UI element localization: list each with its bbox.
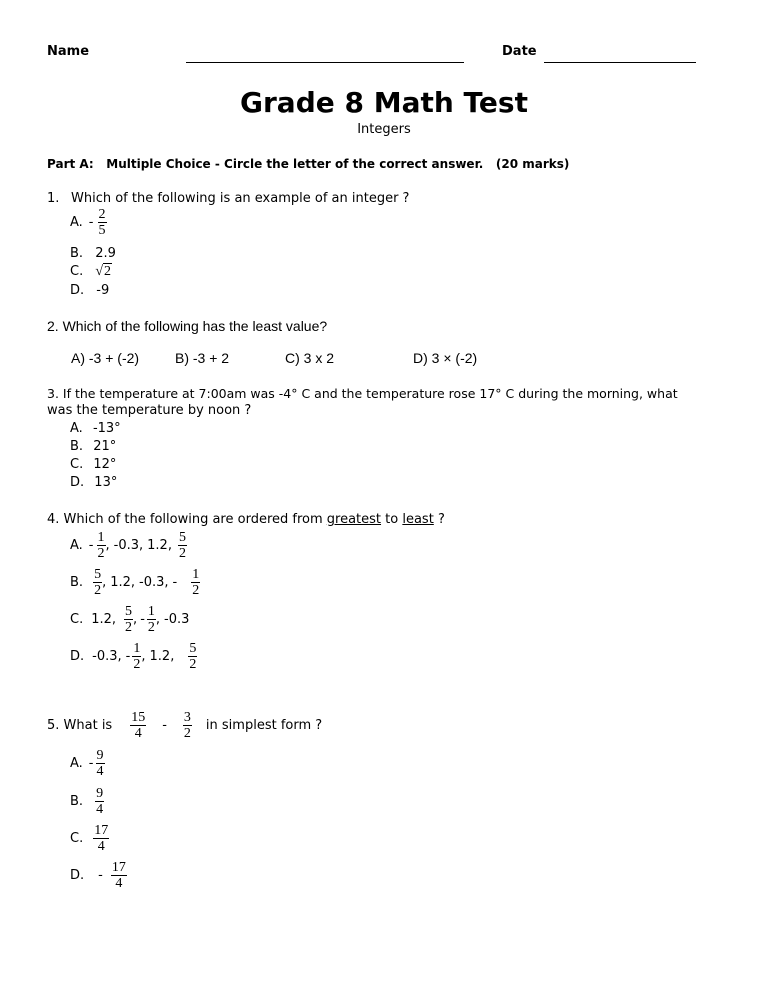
part-a-instructions: Multiple Choice - Circle the letter of the correct answer.: [106, 157, 484, 171]
q5-option-c: [70, 823, 109, 854]
q5-suffix: in simplest form ?: [205, 718, 323, 733]
option-text: 12°: [93, 457, 117, 472]
denominator: 2: [147, 620, 155, 635]
q4-greatest: greatest: [326, 512, 382, 527]
name-label: Name: [47, 44, 90, 59]
option-letter: A.: [70, 538, 83, 553]
q1-option-c: [70, 264, 112, 280]
separator: ,: [164, 575, 169, 590]
radical-sign: √: [95, 264, 104, 279]
value: 1.2: [147, 538, 168, 553]
numerator: 5: [94, 567, 102, 582]
separator: ,: [130, 575, 136, 590]
radicand: 2: [104, 264, 112, 279]
numerator: 5: [178, 530, 186, 545]
option-letter: D.: [70, 475, 85, 490]
separator: ,: [139, 538, 144, 553]
fraction: [130, 710, 146, 741]
part-a-label: Part A:: [47, 157, 94, 171]
separator: ,: [102, 575, 107, 590]
q4-text: [47, 512, 445, 527]
separator: ,: [141, 649, 146, 664]
fraction: [188, 641, 197, 672]
q5-prefix: 5. What is: [47, 718, 113, 733]
minus-sign: -: [88, 538, 94, 553]
q2-option-d: D) 3 × (-2): [413, 350, 478, 366]
q3-option-c: [70, 457, 116, 472]
denominator: 4: [134, 726, 142, 741]
numerator: 5: [125, 604, 133, 619]
minus-sign: -: [88, 756, 94, 771]
option-letter: D.: [70, 649, 85, 664]
q4-least: least: [402, 512, 434, 527]
q1-option-d: [70, 283, 109, 298]
denominator: 2: [178, 546, 186, 561]
square-root: [95, 264, 112, 279]
fraction: [111, 860, 127, 891]
option-text: 21°: [93, 439, 117, 454]
fraction: [93, 823, 109, 854]
q4-option-c: [70, 604, 189, 635]
option-text: 2.9: [95, 246, 116, 261]
separator: ,: [117, 649, 122, 664]
q4-option-a: [70, 530, 187, 561]
numerator: 5: [189, 641, 197, 656]
option-letter: B.: [70, 794, 84, 809]
value: -0.3: [139, 575, 165, 590]
denominator: 2: [133, 657, 141, 672]
numerator: 1: [192, 567, 200, 582]
denominator: 2: [189, 657, 197, 672]
q1-number: 1.: [47, 191, 60, 206]
minus-sign: -: [88, 215, 94, 230]
q2-option-c: C) 3 x 2: [285, 350, 335, 366]
value: 1.2: [149, 649, 171, 664]
q2-text: 2. Which of the following has the least value?: [47, 318, 328, 334]
denominator: 2: [183, 726, 191, 741]
denominator: 2: [94, 583, 102, 598]
minus-sign: -: [172, 575, 178, 590]
numerator: 2: [98, 207, 106, 222]
page-subtitle: Integers: [357, 122, 411, 137]
option-letter: C.: [70, 612, 84, 627]
minus-sign: -: [125, 649, 131, 664]
minus-sign: -: [98, 868, 103, 883]
value: 1.2: [110, 575, 131, 590]
numerator: 1: [133, 641, 141, 656]
option-letter: C.: [70, 831, 84, 846]
q4-to: to: [381, 512, 403, 527]
value: -0.3: [164, 612, 190, 627]
denominator: 4: [96, 802, 104, 817]
fraction: [191, 567, 200, 598]
q3-option-b: [70, 439, 116, 454]
fraction: [147, 604, 156, 635]
q2-option-b: B) -3 + 2: [175, 350, 230, 366]
q5-option-d: [70, 860, 127, 891]
fraction: [178, 530, 187, 561]
fraction: [97, 530, 106, 561]
q4-text-suffix: ?: [433, 512, 445, 527]
numerator: 3: [183, 710, 191, 725]
denominator: 4: [115, 876, 123, 891]
fraction: [93, 567, 102, 598]
separator: ,: [105, 538, 110, 553]
denominator: 2: [97, 546, 105, 561]
numerator: 17: [111, 860, 126, 875]
q2-option-a: A) -3 + (-2): [71, 350, 140, 366]
separator: ,: [111, 612, 117, 627]
separator: ,: [167, 538, 172, 553]
option-letter: B.: [70, 246, 84, 261]
part-a-heading: [47, 157, 569, 171]
option-letter: A.: [70, 756, 83, 771]
minus-sign: -: [140, 612, 145, 627]
fraction: [96, 748, 105, 779]
option-text: -13°: [92, 421, 121, 436]
option-text: -9: [96, 283, 110, 298]
numerator: 15: [131, 710, 146, 725]
minus-sign: -: [162, 718, 167, 733]
page-title: Grade 8 Math Test: [240, 86, 528, 119]
numerator: 17: [94, 823, 109, 838]
name-blank: [186, 62, 464, 63]
fraction: [124, 604, 133, 635]
q3-option-d: [70, 475, 117, 490]
separator: ,: [133, 612, 138, 627]
option-text: 13°: [94, 475, 118, 490]
q1-option-b: [70, 246, 116, 261]
q4-text-prefix: 4. Which of the following are ordered from: [47, 512, 327, 527]
numerator: 1: [97, 530, 105, 545]
option-letter: C.: [70, 457, 84, 472]
option-letter: A.: [70, 215, 83, 230]
q4-option-b: [70, 567, 200, 598]
numerator: 9: [96, 786, 104, 801]
separator: ,: [155, 612, 161, 627]
q5-option-a: [70, 748, 105, 779]
denominator: 2: [125, 620, 133, 635]
value: -0.3: [92, 649, 118, 664]
q3-option-a: [70, 421, 121, 436]
value: 1.2: [91, 612, 112, 627]
q5-text: [47, 710, 322, 741]
q3-text-line2: was the temperature by noon ?: [47, 403, 252, 418]
denominator: 5: [98, 223, 106, 238]
date-label: Date: [502, 44, 537, 59]
q3-text-line1: 3. If the temperature at 7:00am was -4° C and the temperature rose 17° C during the morning, what: [47, 386, 678, 401]
separator: ,: [170, 649, 175, 664]
q1-text: Which of the following is an example of an integer ?: [71, 191, 410, 206]
q5-option-b: [70, 786, 104, 817]
option-letter: D.: [70, 868, 85, 883]
numerator: 9: [96, 748, 104, 763]
denominator: 4: [97, 839, 105, 854]
option-letter: B.: [70, 575, 84, 590]
option-letter: A.: [70, 421, 83, 436]
numerator: 1: [147, 604, 155, 619]
part-a-marks: (20 marks): [495, 157, 570, 171]
denominator: 2: [192, 583, 200, 598]
denominator: 4: [96, 764, 104, 779]
option-letter: C.: [70, 264, 84, 279]
option-letter: B.: [70, 439, 84, 454]
date-blank: [544, 62, 696, 63]
q1-option-a: [70, 207, 107, 238]
fraction: [183, 710, 192, 741]
value: -0.3: [113, 538, 140, 553]
fraction: [132, 641, 141, 672]
fraction: [98, 207, 107, 238]
option-letter: D.: [70, 283, 85, 298]
fraction: [95, 786, 104, 817]
q4-option-d: [70, 641, 197, 672]
